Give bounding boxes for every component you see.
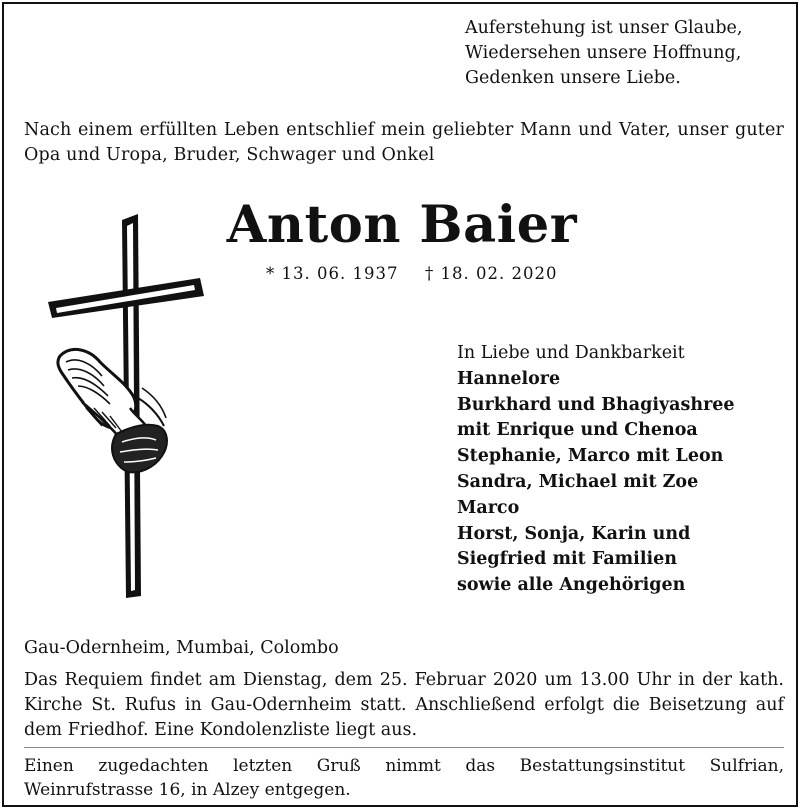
mourner-name: Hannelore (457, 368, 561, 389)
death-date: † 18. 02. 2020 (425, 264, 558, 283)
mourner-name: Stephanie, Marco mit Leon (457, 446, 724, 467)
quote-line: Gedenken unsere Liebe. (465, 68, 681, 88)
cross-with-praying-hands-icon (42, 212, 212, 598)
requiem-details: Das Requiem findet am Dienstag, dem 25. Februar 2020 um 13.00 Uhr in der kath. Kirche St. Rufus in Gau-Odernheim statt. Anschließend erfolgt die Beisetzung auf dem Friedhof. Eine Kondolenzliste liegt aus. (24, 670, 784, 740)
deceased-name: Anton Baier (226, 195, 578, 255)
mourners-block (457, 341, 735, 599)
mourner-name: Sandra, Michael mit Zoe (457, 471, 699, 492)
mourner-name: Horst, Sonja, Karin und (457, 523, 691, 544)
praying-hands (58, 349, 167, 472)
obituary-notice (2, 2, 798, 807)
intro-text: Nach einem erfüllten Leben entschlief mein geliebter Mann und Vater, unser guter Opa und Uropa, Bruder, Schwager und Onkel (24, 120, 784, 165)
mourner-name: Siegfried mit Familien (457, 549, 677, 570)
mourner-name: Marco (457, 497, 520, 518)
memorial-quote (465, 16, 742, 91)
quote-line: Wiedersehen unsere Hoffnung, (465, 43, 742, 63)
birth-date: * 13. 06. 1937 (266, 264, 399, 283)
quote-line: Auferstehung ist unser Glaube, (465, 18, 743, 38)
funeral-home-note: Einen zugedachten letzten Gruß nimmt das Bestattungsinstitut Sulfrian, Weinrufstrasse 16, in Alzey entgegen. (24, 756, 784, 800)
mourner-name: mit Enrique und Chenoa (457, 420, 698, 441)
mourner-name: Burkhard und Bhagiyashree (457, 394, 735, 415)
location-line: Gau-Odernheim, Mumbai, Colombo (24, 638, 339, 658)
mourners-heading: In Liebe und Dankbarkeit (457, 343, 685, 363)
divider (24, 747, 784, 748)
mourner-name: sowie alle Angehörigen (457, 575, 686, 596)
